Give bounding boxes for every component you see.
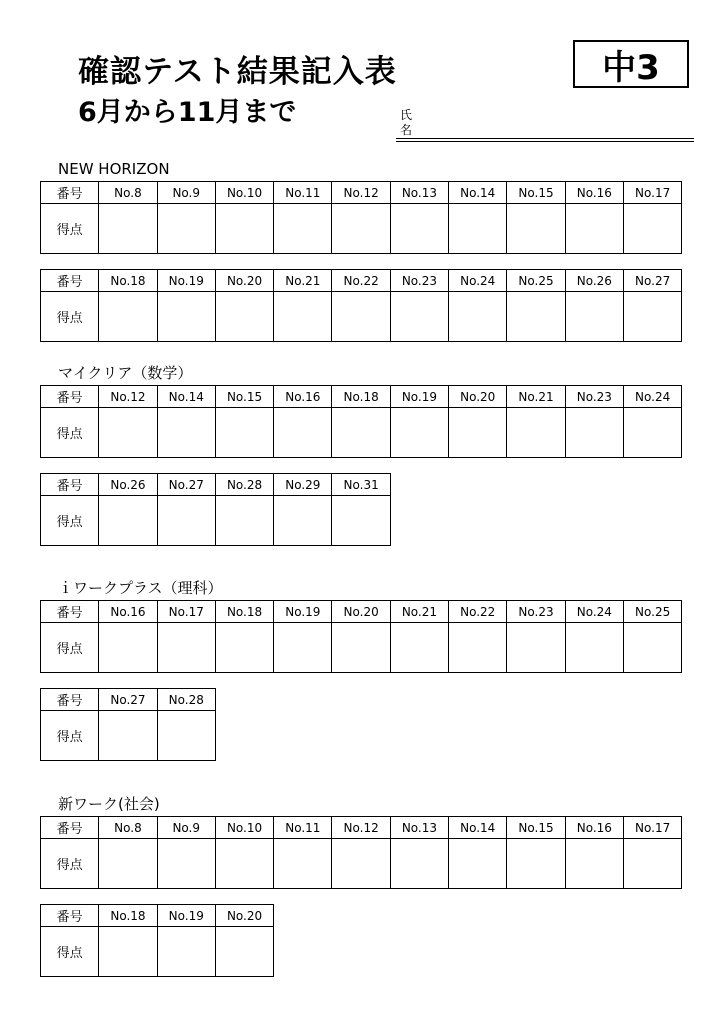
score-entry-cell[interactable]	[332, 496, 390, 546]
score-entry-cell[interactable]	[99, 496, 157, 546]
test-number-cell: No.15	[507, 817, 565, 839]
number-row	[41, 817, 682, 839]
score-entry-cell[interactable]	[157, 839, 215, 889]
score-entry-cell[interactable]	[274, 204, 332, 254]
test-number-cell: No.15	[507, 182, 565, 204]
score-entry-cell[interactable]	[99, 839, 157, 889]
test-number-cell: No.16	[565, 182, 623, 204]
score-header: 得点	[41, 408, 99, 458]
test-number-cell: No.27	[157, 474, 215, 496]
score-entry-cell[interactable]	[390, 839, 448, 889]
score-row	[41, 711, 216, 761]
test-number-cell: No.20	[449, 386, 507, 408]
test-number-cell: No.19	[157, 905, 215, 927]
score-entry-cell[interactable]	[215, 839, 273, 889]
score-entry-cell[interactable]	[507, 839, 565, 889]
name-underline[interactable]	[396, 138, 694, 139]
number-row	[41, 270, 682, 292]
score-entry-cell[interactable]	[623, 408, 681, 458]
score-entry-cell[interactable]	[99, 292, 157, 342]
score-entry-cell[interactable]	[449, 408, 507, 458]
number-row	[41, 182, 682, 204]
test-number-cell: No.27	[99, 689, 157, 711]
score-header: 得点	[41, 839, 99, 889]
score-entry-cell[interactable]	[99, 623, 157, 673]
test-number-cell: No.23	[565, 386, 623, 408]
score-table	[40, 385, 682, 458]
test-number-cell: No.26	[99, 474, 157, 496]
test-number-cell: No.26	[565, 270, 623, 292]
number-header: 番号	[41, 689, 99, 711]
name-label: 氏 名	[399, 108, 412, 137]
test-number-cell: No.23	[507, 601, 565, 623]
test-number-cell: No.19	[390, 386, 448, 408]
number-row	[41, 474, 391, 496]
test-number-cell: No.17	[623, 817, 681, 839]
score-entry-cell[interactable]	[449, 839, 507, 889]
score-entry-cell[interactable]	[215, 408, 273, 458]
test-number-cell: No.18	[332, 386, 390, 408]
number-row	[41, 689, 216, 711]
test-number-cell: No.20	[332, 601, 390, 623]
test-number-cell: No.9	[157, 817, 215, 839]
number-header: 番号	[41, 182, 99, 204]
test-number-cell: No.16	[99, 601, 157, 623]
test-number-cell: No.16	[274, 386, 332, 408]
test-number-cell: No.24	[449, 270, 507, 292]
score-table	[40, 688, 216, 761]
number-header: 番号	[41, 905, 99, 927]
test-number-cell: No.8	[99, 182, 157, 204]
score-entry-cell[interactable]	[332, 204, 390, 254]
test-number-cell: No.22	[449, 601, 507, 623]
period-subtitle: 6月から11月まで	[78, 97, 297, 128]
test-number-cell: No.24	[623, 386, 681, 408]
score-entry-cell[interactable]	[332, 292, 390, 342]
test-number-cell: No.29	[274, 474, 332, 496]
test-number-cell: No.19	[157, 270, 215, 292]
score-entry-cell[interactable]	[507, 292, 565, 342]
score-header: 得点	[41, 292, 99, 342]
test-number-cell: No.12	[99, 386, 157, 408]
score-entry-cell[interactable]	[157, 292, 215, 342]
test-number-cell: No.15	[215, 386, 273, 408]
test-number-cell: No.25	[507, 270, 565, 292]
score-row	[41, 496, 391, 546]
section-title: NEW HORIZON	[58, 160, 170, 178]
score-entry-cell[interactable]	[565, 408, 623, 458]
score-entry-cell[interactable]	[507, 204, 565, 254]
score-entry-cell[interactable]	[157, 496, 215, 546]
test-number-cell: No.22	[332, 270, 390, 292]
test-number-cell: No.14	[157, 386, 215, 408]
test-number-cell: No.18	[99, 905, 157, 927]
score-table	[40, 904, 274, 977]
test-number-cell: No.18	[215, 601, 273, 623]
test-number-cell: No.13	[390, 817, 448, 839]
score-row	[41, 204, 682, 254]
score-entry-cell[interactable]	[157, 408, 215, 458]
score-entry-cell[interactable]	[332, 408, 390, 458]
score-entry-cell[interactable]	[565, 839, 623, 889]
score-entry-cell[interactable]	[623, 292, 681, 342]
score-entry-cell[interactable]	[449, 623, 507, 673]
test-number-cell: No.11	[274, 817, 332, 839]
score-entry-cell[interactable]	[390, 292, 448, 342]
test-number-cell: No.19	[274, 601, 332, 623]
score-entry-cell[interactable]	[507, 408, 565, 458]
section-title: ｉワークプラス（理科）	[58, 579, 223, 597]
page-title: 確認テスト結果記入表	[78, 54, 397, 90]
score-entry-cell[interactable]	[99, 408, 157, 458]
test-number-cell: No.14	[449, 182, 507, 204]
test-number-cell: No.23	[390, 270, 448, 292]
test-number-cell: No.20	[215, 905, 273, 927]
score-table	[40, 269, 682, 342]
score-row	[41, 623, 682, 673]
score-entry-cell[interactable]	[99, 927, 157, 977]
score-entry-cell[interactable]	[157, 927, 215, 977]
score-table	[40, 600, 682, 673]
test-number-cell: No.14	[449, 817, 507, 839]
score-row	[41, 927, 274, 977]
score-entry-cell[interactable]	[390, 623, 448, 673]
score-entry-cell[interactable]	[99, 204, 157, 254]
score-row	[41, 408, 682, 458]
test-number-cell: No.21	[274, 270, 332, 292]
test-number-cell: No.11	[274, 182, 332, 204]
test-number-cell: No.10	[215, 182, 273, 204]
score-header: 得点	[41, 204, 99, 254]
score-table	[40, 181, 682, 254]
score-entry-cell[interactable]	[565, 623, 623, 673]
score-table	[40, 473, 391, 546]
score-entry-cell[interactable]	[157, 711, 215, 761]
score-entry-cell[interactable]	[507, 623, 565, 673]
score-entry-cell[interactable]	[215, 292, 273, 342]
score-entry-cell[interactable]	[274, 623, 332, 673]
score-header: 得点	[41, 623, 99, 673]
score-entry-cell[interactable]	[565, 204, 623, 254]
score-entry-cell[interactable]	[449, 292, 507, 342]
score-entry-cell[interactable]	[390, 204, 448, 254]
score-header: 得点	[41, 496, 99, 546]
score-header: 得点	[41, 927, 99, 977]
test-number-cell: No.12	[332, 182, 390, 204]
score-entry-cell[interactable]	[274, 292, 332, 342]
score-entry-cell[interactable]	[623, 623, 681, 673]
score-entry-cell[interactable]	[274, 408, 332, 458]
test-number-cell: No.31	[332, 474, 390, 496]
score-entry-cell[interactable]	[449, 204, 507, 254]
test-number-cell: No.8	[99, 817, 157, 839]
score-row	[41, 839, 682, 889]
grade-box: 中3	[573, 40, 689, 88]
number-header: 番号	[41, 601, 99, 623]
score-entry-cell[interactable]	[274, 496, 332, 546]
test-number-cell: No.16	[565, 817, 623, 839]
test-number-cell: No.13	[390, 182, 448, 204]
number-header: 番号	[41, 270, 99, 292]
name-underline-double	[396, 141, 694, 142]
score-entry-cell[interactable]	[332, 839, 390, 889]
test-number-cell: No.17	[157, 601, 215, 623]
score-entry-cell[interactable]	[215, 204, 273, 254]
test-number-cell: No.20	[215, 270, 273, 292]
number-row	[41, 905, 274, 927]
test-number-cell: No.24	[565, 601, 623, 623]
test-number-cell: No.21	[507, 386, 565, 408]
test-number-cell: No.21	[390, 601, 448, 623]
test-number-cell: No.12	[332, 817, 390, 839]
score-entry-cell[interactable]	[565, 292, 623, 342]
number-header: 番号	[41, 817, 99, 839]
number-row	[41, 601, 682, 623]
score-entry-cell[interactable]	[332, 623, 390, 673]
score-entry-cell[interactable]	[215, 927, 273, 977]
score-entry-cell[interactable]	[157, 204, 215, 254]
test-number-cell: No.18	[99, 270, 157, 292]
score-entry-cell[interactable]	[623, 204, 681, 254]
number-header: 番号	[41, 386, 99, 408]
test-number-cell: No.17	[623, 182, 681, 204]
score-entry-cell[interactable]	[390, 408, 448, 458]
test-number-cell: No.10	[215, 817, 273, 839]
score-entry-cell[interactable]	[274, 839, 332, 889]
score-entry-cell[interactable]	[215, 496, 273, 546]
number-row	[41, 386, 682, 408]
test-number-cell: No.27	[623, 270, 681, 292]
score-entry-cell[interactable]	[215, 623, 273, 673]
number-header: 番号	[41, 474, 99, 496]
test-number-cell: No.9	[157, 182, 215, 204]
score-table	[40, 816, 682, 889]
score-entry-cell[interactable]	[623, 839, 681, 889]
section-title: マイクリア（数学）	[58, 364, 193, 382]
score-header: 得点	[41, 711, 99, 761]
section-title: 新ワーク(社会)	[58, 795, 160, 813]
score-row	[41, 292, 682, 342]
test-number-cell: No.28	[157, 689, 215, 711]
test-number-cell: No.25	[623, 601, 681, 623]
score-entry-cell[interactable]	[157, 623, 215, 673]
test-number-cell: No.28	[215, 474, 273, 496]
score-entry-cell[interactable]	[99, 711, 157, 761]
